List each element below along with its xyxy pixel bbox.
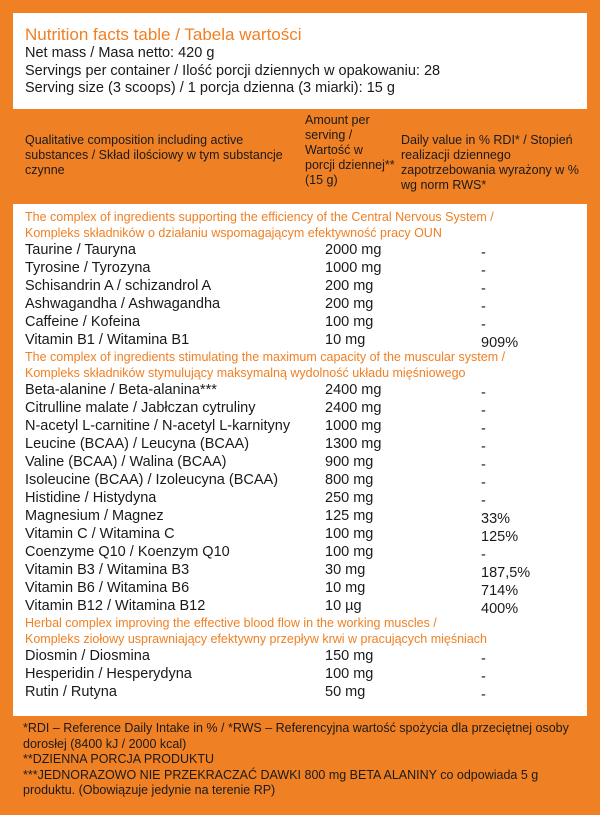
ingredient-rdi: - — [481, 281, 486, 297]
table-row — [13, 683, 587, 701]
ingredient-name: Vitamin B12 / Witamina B12 — [25, 598, 206, 614]
column-headers — [13, 109, 587, 204]
ingredient-amount: 800 mg — [325, 472, 374, 488]
table-row — [13, 331, 587, 349]
ingredient-amount: 250 mg — [325, 490, 374, 506]
table-row — [13, 381, 587, 399]
ingredient-rdi: - — [481, 669, 486, 685]
section-subtitle: Kompleks składników o działaniu wspomagającym efektywność pracy OUN — [25, 226, 442, 240]
table-row — [13, 277, 587, 295]
table-row — [13, 489, 587, 507]
column-header-composition: Qualitative composition including active substances / Skład ilościowy w tym substancje czynne — [25, 133, 283, 177]
ingredient-rdi: - — [481, 475, 486, 491]
table-row — [13, 241, 587, 259]
ingredient-name: Taurine / Tauryna — [25, 242, 136, 258]
serving-size: Serving size (3 scoops) / 1 porcja dzienna (3 miarki): 15 g — [25, 80, 395, 96]
ingredient-rdi: - — [481, 651, 486, 667]
table-row — [13, 417, 587, 435]
nutrition-table — [13, 13, 587, 802]
ingredient-amount: 100 mg — [325, 314, 374, 330]
ingredient-amount: 2400 mg — [325, 400, 382, 416]
table-body — [13, 209, 587, 701]
ingredient-amount: 30 mg — [325, 562, 366, 578]
ingredient-name: Citrulline malate / Jabłczan cytruliny — [25, 400, 256, 416]
ingredient-rdi: 400% — [481, 601, 519, 617]
column-header-rdi: Daily value in % RDI* / Stopień realizacji dziennego zapotrzebowania wyrażony w % wg norm RWS* — [401, 133, 579, 192]
ingredient-rdi: - — [481, 403, 486, 419]
ingredient-amount: 10 mg — [325, 332, 366, 348]
footnote-rdi: *RDI – Reference Daily Intake in % / *RWS – Referencyjna wartość spożycia dla przeciętnej osoby dorosłej (8400 kJ / 2000 kcal) — [23, 721, 569, 751]
ingredient-rdi: 125% — [481, 529, 519, 545]
servings-per-container: Servings per container / Ilość porcji dziennych w opakowaniu: 28 — [25, 62, 441, 79]
section-subtitle: Kompleks składników stymulujący maksymalną wydolność układu mięśniowego — [25, 366, 466, 380]
ingredient-rdi: - — [481, 439, 486, 455]
ingredient-rdi: - — [481, 457, 486, 473]
ingredient-rdi: - — [481, 493, 486, 509]
table-row — [13, 543, 587, 561]
ingredient-rdi: 33% — [481, 511, 511, 527]
ingredient-amount: 200 mg — [325, 296, 374, 312]
ingredient-name: Coenzyme Q10 / Koenzym Q10 — [25, 544, 230, 560]
ingredient-name: Isoleucine (BCAA) / Izoleucyna (BCAA) — [25, 472, 279, 488]
section-subtitle: Kompleks ziołowy usprawniający efektywny przepływ krwi w pracujących mięśniach — [25, 632, 487, 646]
table-row — [13, 471, 587, 489]
ingredient-rdi: - — [481, 317, 486, 333]
ingredient-rdi: - — [481, 421, 486, 437]
table-row — [13, 399, 587, 417]
footnote-beta-alanine: ***JEDNORAZOWO NIE PRZEKRACZAĆ DAWKI 800 mg BETA ALANINY co odpowiada 5 g produktu. (Obowiązuje jedynie na terenie RP) — [23, 767, 539, 797]
table-row — [13, 435, 587, 453]
ingredient-name: Vitamin B6 / Witamina B6 — [25, 580, 190, 596]
net-mass: Net mass / Masa netto: 420 g — [25, 45, 215, 61]
ingredient-name: Vitamin B3 / Witamina B3 — [25, 562, 190, 578]
ingredient-name: Leucine (BCAA) / Leucyna (BCAA) — [25, 436, 250, 452]
ingredient-name: Schisandrin A / schizandrol A — [25, 278, 212, 294]
table-row — [13, 579, 587, 597]
ingredient-name: Rutin / Rutyna — [25, 684, 117, 700]
table-row — [13, 665, 587, 683]
table-row — [13, 313, 587, 331]
ingredient-rdi: 909% — [481, 335, 519, 351]
table-row — [13, 259, 587, 277]
ingredient-amount: 200 mg — [325, 278, 374, 294]
table-title: Nutrition facts table / Tabela wartości — [25, 25, 302, 44]
ingredient-name: Beta-alanine / Beta-alanina*** — [25, 382, 217, 398]
ingredient-rdi: - — [481, 385, 486, 401]
ingredient-name: Caffeine / Kofeina — [25, 314, 141, 330]
section-title: The complex of ingredients supporting the efficiency of the Central Nervous System / — [25, 210, 494, 224]
table-row — [13, 525, 587, 543]
ingredient-amount: 2400 mg — [325, 382, 382, 398]
section-title: The complex of ingredients stimulating the maximum capacity of the muscular system / — [25, 350, 506, 364]
ingredient-name: Tyrosine / Tyrozyna — [25, 260, 151, 276]
ingredient-name: Hesperidin / Hesperydyna — [25, 666, 192, 682]
ingredient-rdi: - — [481, 547, 486, 563]
ingredient-amount: 150 mg — [325, 648, 374, 664]
ingredient-amount: 50 mg — [325, 684, 366, 700]
ingredient-name: Histidine / Histydyna — [25, 490, 157, 506]
ingredient-amount: 100 mg — [325, 544, 374, 560]
ingredient-amount: 10 µg — [325, 598, 362, 614]
table-row — [13, 597, 587, 615]
ingredient-amount: 10 mg — [325, 580, 366, 596]
ingredient-name: Magnesium / Magnez — [25, 508, 164, 524]
ingredient-amount: 900 mg — [325, 454, 374, 470]
table-row — [13, 507, 587, 525]
ingredient-rdi: 714% — [481, 583, 519, 599]
table-header — [13, 13, 587, 98]
ingredient-name: Ashwagandha / Ashwagandha — [25, 296, 221, 312]
ingredient-amount: 1000 mg — [325, 418, 382, 434]
ingredient-name: Valine (BCAA) / Walina (BCAA) — [25, 454, 227, 470]
footnote-daily-portion: **DZIENNA PORCJA PRODUKTU — [23, 752, 215, 766]
ingredient-rdi: 187,5% — [481, 565, 531, 581]
table-footer — [13, 716, 587, 802]
ingredient-amount: 1000 mg — [325, 260, 382, 276]
ingredient-name: N-acetyl L-carnitine / N-acetyl L-karnityny — [25, 418, 291, 434]
ingredient-name: Vitamin B1 / Witamina B1 — [25, 332, 190, 348]
ingredient-amount: 125 mg — [325, 508, 374, 524]
ingredient-name: Diosmin / Diosmina — [25, 648, 150, 664]
ingredient-rdi: - — [481, 299, 486, 315]
ingredient-rdi: - — [481, 245, 486, 261]
ingredient-rdi: - — [481, 263, 486, 279]
ingredient-amount: 100 mg — [325, 666, 374, 682]
ingredient-amount: 100 mg — [325, 526, 374, 542]
ingredient-amount: 2000 mg — [325, 242, 382, 258]
ingredient-amount: 1300 mg — [325, 436, 382, 452]
column-header-amount: Amount per serving / Wartość w porcji dziennej** (15 g) — [305, 113, 395, 187]
table-row — [13, 453, 587, 471]
section-title: Herbal complex improving the effective blood flow in the working muscles / — [25, 616, 437, 630]
table-row — [13, 647, 587, 665]
table-row — [13, 295, 587, 313]
table-row — [13, 561, 587, 579]
ingredient-rdi: - — [481, 687, 486, 703]
ingredient-name: Vitamin C / Witamina C — [25, 526, 175, 542]
